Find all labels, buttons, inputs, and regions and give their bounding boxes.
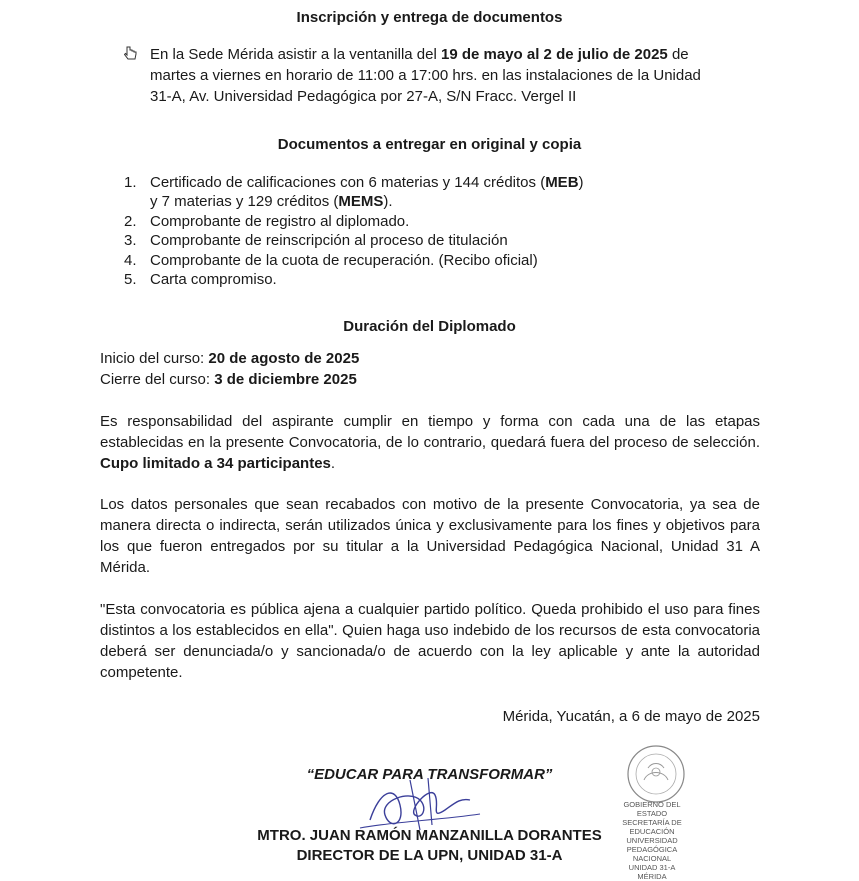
list-item-text: y 7 materias y 129 créditos ( (150, 193, 339, 210)
seal-text: GOBIERNO DEL ESTADO SECRETARÍA DE EDUCACIÓN UNIVERSIDAD PEDAGÓGICA NACIONAL UNIDAD 31-A MÉRIDA (622, 800, 682, 881)
list-item (124, 173, 584, 192)
list-item (124, 212, 409, 231)
course-start: Inicio del curso: 20 de agosto de 2025 (100, 350, 360, 367)
disclaimer-paragraph: "Esta convocatoria es pública ajena a cualquier partido político. Queda prohibido el uso para fines distintos a los establecidos en ella". Quien haga uso indebido de los recursos de esta convocatoria deberá ser denunciada/o y sancionada/o de acuerdo con la ley aplicable y ante la autoridad competente. (100, 601, 760, 681)
section-title-documentos: Documentos a entregar en original y copia (277, 136, 582, 153)
list-item-number: 5. (124, 271, 137, 288)
list-item-bold: MEB (545, 174, 579, 191)
list-item-text: Certificado de calificaciones con 6 materias y 144 créditos ( (150, 174, 546, 191)
signer-name: MTRO. JUAN RAMÓN MANZANILLA DORANTES (257, 827, 602, 844)
section-title-inscripcion: Inscripción y entrega de documentos (296, 9, 563, 26)
motto: “EDUCAR PARA TRANSFORMAR” (306, 766, 553, 783)
list-item-number: 4. (124, 252, 137, 269)
hand-pointer-icon (124, 46, 138, 62)
section-title-duracion: Duración del Diplomado (343, 318, 516, 335)
inscripcion-line-2: martes a viernes en horario de 11:00 a 17:00 hrs. en las instalaciones de la Unidad (150, 67, 701, 84)
list-item-text: Comprobante de registro al diplomado. (150, 213, 410, 230)
list-item-number: 3. (124, 232, 137, 249)
list-item-text: Comprobante de reinscripción al proceso de titulación (150, 232, 508, 249)
course-end: Cierre del curso: 3 de diciembre 2025 (100, 371, 357, 388)
inscripcion-paragraph (150, 44, 760, 107)
list-item (124, 231, 508, 250)
signer-title: DIRECTOR DE LA UPN, UNIDAD 31-A (296, 847, 563, 864)
list-item-text: Carta compromiso. (150, 271, 277, 288)
list-item-number: 1. (124, 174, 137, 191)
responsibility-paragraph: Es responsabilidad del aspirante cumplir en tiempo y forma con cada una de las etapas establecidas en la presente Convocatoria, de lo contrario, quedará fuera del proceso de selección. Cupo limitado a 34 participantes. (100, 413, 760, 472)
privacy-paragraph: Los datos personales que sean recabados con motivo de la presente Convocatoria, ya sea de manera directa o indirecta, serán utilizados única y exclusivamente para los fines y objetivos para los que fueron entregados por su titular a la Universidad Pedagógica Nacional, Unidad 31 A Mérida. (100, 496, 760, 576)
list-item (124, 270, 277, 289)
list-item (124, 251, 538, 270)
inscripcion-line-1: En la Sede Mérida asistir a la ventanilla del 19 de mayo al 2 de julio de 2025 de (150, 46, 689, 63)
list-item-suffix: ) (578, 174, 584, 191)
course-dates (100, 348, 760, 390)
list-item-text: Comprobante de la cuota de recuperación. (Recibo oficial) (150, 252, 538, 269)
list-item-number: 2. (124, 213, 137, 230)
inscripcion-line-3: 31-A, Av. Universidad Pedagógica por 27-A, S/N Fracc. Vergel II (150, 88, 577, 105)
list-item-bold: MEMS (338, 193, 384, 210)
list-item-suffix: ). (383, 193, 393, 210)
place-date: Mérida, Yucatán, a 6 de mayo de 2025 (502, 708, 760, 725)
list-item (124, 192, 393, 211)
